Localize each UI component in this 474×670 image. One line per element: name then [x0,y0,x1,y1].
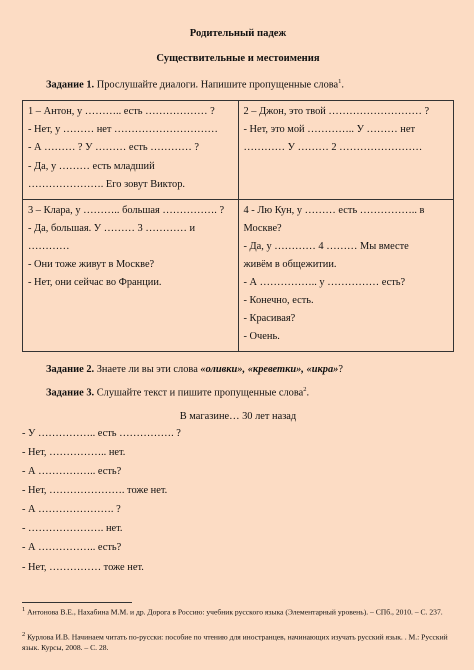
footnote-divider [22,602,132,603]
page-title: Родительный падеж [189,28,287,39]
task-3 [46,385,454,401]
dialog-1-line: - Да, у ……… есть младший [28,160,155,172]
task-3-label: Задание 3. [46,387,95,399]
task-1-end: . [341,79,345,91]
task-2-words: «оливки», «креветки», «икра» [200,364,339,376]
dialog-1-line: …………………. Его зовут Виктор. [28,178,185,190]
footnote-ref-2[interactable]: 2 [303,386,307,394]
page-subtitle: Существительные и местоимения [156,53,320,65]
dialog-2-line: 2 – Джон, это твой ……………………… ? [243,106,430,118]
task-2-label: Задание 2. [46,364,95,376]
footnote-1-text: Антонова В.Е., Нахабина М.М. и др. Дорога в Россию: учебник русского языка (Элементарный уровень). – СПб., 2010. – С. 237. [25,607,443,617]
task-1 [46,77,454,93]
dialog-2-line: - Нет, это мой ………….. У ……… нет [243,124,416,136]
dialog-3-line: - Нет, они сейчас во Франции. [28,276,162,288]
dialog-1-line: 1 – Антон, у ……….. есть ……………… ? [28,106,215,118]
task-1-label: Задание 1. [46,79,95,91]
text-line: - Нет, …………… тоже нет. [22,561,144,573]
dialog-cell-1 [23,101,239,199]
dialog-text [22,426,454,575]
dialog-4-line: - Красивая? [243,313,296,325]
text-line: - А …………….. есть? [22,466,122,478]
dialog-cell-3 [23,199,239,352]
dialog-table [22,100,454,352]
text-line: - А …………….. есть? [22,542,122,554]
dialog-3-line: - Они тоже живут в Москве? [28,258,155,270]
footnote-2-number: 2 [22,631,26,638]
text-line: - У …………….. есть ……………. ? [22,427,181,439]
dialog-1-line: - Нет, у ……… нет ………………………… [28,124,218,136]
dialog-4-line: - Да, у ………… 4 ……… Мы вместе [243,240,409,252]
text-line: - Нет, …………………. тоже нет. [22,485,168,497]
footnote-ref-1[interactable]: 1 [338,77,342,85]
text-line: - …………………. нет. [22,523,123,535]
dialog-4-line: - Конечно, есть. [243,295,314,307]
task-3-end: . [306,387,310,399]
footnote-1 [22,606,458,618]
text-line: - Нет, …………….. нет. [22,447,126,459]
task-1-text: Прослушайте диалоги. Напишите пропущенные слова [94,79,339,91]
dialog-4-line: Москве? [243,222,282,234]
task-2-text: Знаете ли вы эти слова [94,364,201,376]
footnote-1-number: 1 [22,606,26,613]
task-2-end: ? [338,364,343,376]
text-title: В магазине… 30 лет назад [179,410,297,422]
dialog-3-line: ………… [28,240,70,252]
dialog-1-line: - А ……… ? У ……… есть ………… ? [28,142,199,154]
dialog-2-line: ………… У ……… 2 …………………… [243,142,423,154]
dialog-3-line: 3 – Клара, у ……….. большая ……………. ? [28,204,225,216]
dialog-cell-4 [238,199,454,352]
footnote-2 [22,631,458,653]
dialog-4-line: живём в общежитии. [243,258,337,270]
dialog-4-line: 4 - Лю Кун, у ……… есть …………….. в [243,204,425,216]
dialog-3-line: - Да, большая. У ……… 3 ………… и [28,222,196,234]
dialog-4-line: - Очень. [243,331,280,343]
task-3-text: Слушайте текст и пишите пропущенные слова [94,387,304,399]
task-2 [46,362,454,377]
text-line: - А …………………. ? [22,504,121,516]
dialog-4-line: - А …………….. у …………… есть? [243,276,406,288]
dialog-cell-2 [238,101,454,199]
footnote-2-text: Курлова И.В. Начинаем читать по-русски: пособие по чтению для иностранцев, начинающих изучать русский язык. . М.: Русский язык. Курсы, 2008. – С. 28. [22,632,448,652]
